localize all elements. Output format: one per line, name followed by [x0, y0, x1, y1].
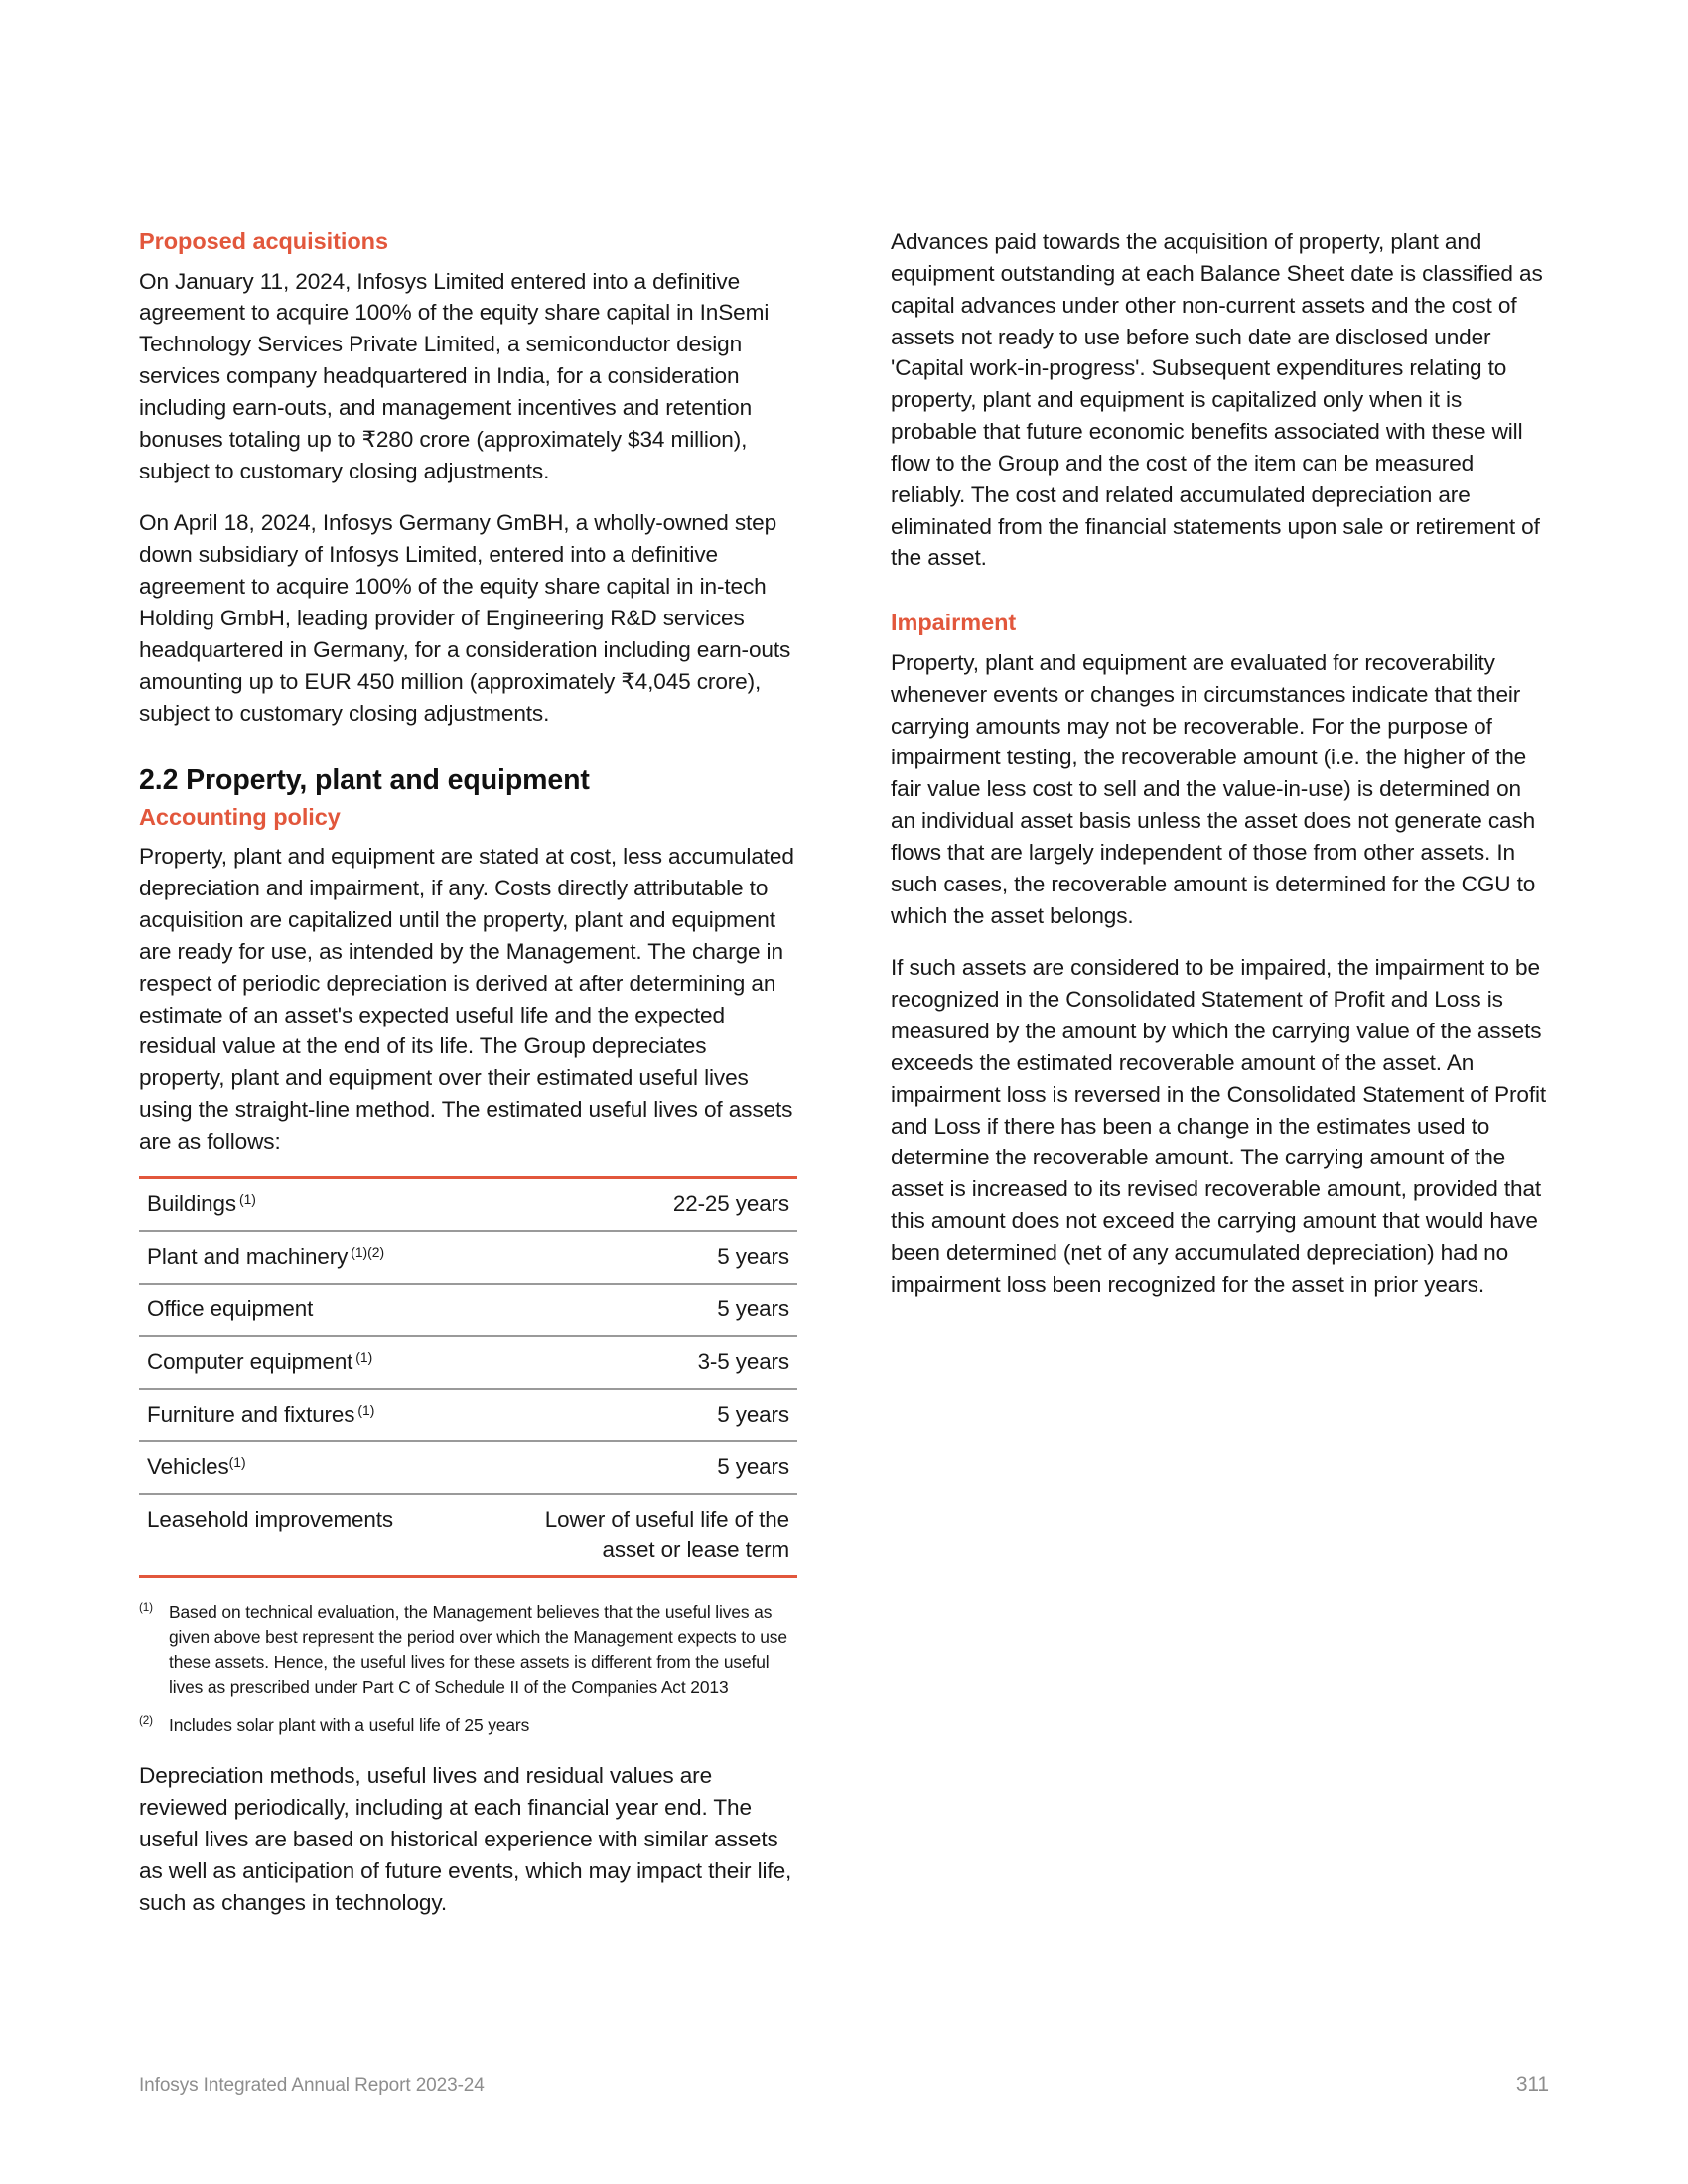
- footnote-text: Based on technical evaluation, the Management believes that the useful lives as given above best represent the period over which the Management expects to use these assets. Hence, the useful lives for these assets is different from the useful lives as prescribed under Part C of Schedule II of the Companies Act 2013: [169, 1601, 787, 1698]
- asset-class-label: Office equipment: [147, 1296, 314, 1321]
- useful-lives-table: [139, 1176, 797, 1578]
- spacer: [139, 750, 797, 762]
- asset-class-label: Plant and machinery: [147, 1243, 349, 1269]
- two-column-content: [139, 226, 1549, 1939]
- table-row: [139, 1284, 797, 1336]
- footnote-reference: (1): [355, 1348, 373, 1365]
- footnote-text: Includes solar plant with a useful life of 25 years: [169, 1715, 530, 1736]
- table-row: [139, 1231, 797, 1284]
- footnote-marker: (1): [139, 1600, 153, 1614]
- table-cell-useful-life: 5 years: [481, 1389, 797, 1441]
- asset-class-label: Furniture and fixtures: [147, 1401, 355, 1427]
- footnote-item: [139, 1600, 797, 1700]
- table-footnotes: [139, 1600, 797, 1738]
- asset-class-label: Buildings: [147, 1190, 236, 1216]
- paragraph-intech-acquisition: On April 18, 2024, Infosys Germany GmBH, a wholly-owned step down subsidiary of Infosys Limited, entered into a definitive agreement to acquire 100% of the equity share capital in in-tech Holding GmbH, leading provider of Engineering R&D services headquartered in Germany, for a consideration including earn-outs amounting up to EUR 450 million (approximately ₹4,045 crore), subject to customary closing adjustments.: [139, 510, 791, 726]
- table-row: [139, 1441, 797, 1494]
- table-cell-useful-life: 5 years: [481, 1441, 797, 1494]
- asset-class-label: Vehicles: [147, 1453, 229, 1479]
- table-row: [139, 1494, 797, 1577]
- right-column: [891, 226, 1549, 1321]
- section-title-property-plant-equipment: 2.2 Property, plant and equipment: [139, 764, 590, 797]
- footnote-reference: (1): [228, 1453, 246, 1470]
- table-cell-asset-class: [139, 1336, 481, 1389]
- table-row: [139, 1389, 797, 1441]
- paragraph-accounting-policy: Property, plant and equipment are stated at cost, less accumulated depreciation and impairment, if any. Costs directly attributable to acquisition are capitalized until the property, plant and equipment are ready for use, as intended by the Management. The charge in respect of periodic depreciation is derived at after determining an estimate of an asset's expected useful life and the expected residual value at the end of its life. The Group depreciates property, plant and equipment over their estimated useful lives using the straight-line method. The estimated useful lives of assets are as follows:: [139, 844, 794, 1154]
- paragraph-impairment-recoverability: Property, plant and equipment are evaluated for recoverability whenever events or changes in circumstances indicate that their carrying amounts may not be recoverable. For the purpose of impairment testing, the recoverable amount (i.e. the higher of the fair value less cost to sell and the value-in-use) is determined on an individual asset basis unless the asset does not generate cash flows that are largely independent of those from other assets. In such cases, the recoverable amount is determined for the CGU to which the asset belongs.: [891, 649, 1536, 928]
- table-cell-useful-life: 22-25 years: [481, 1177, 797, 1231]
- footer-report-label: Infosys Integrated Annual Report 2023-24: [139, 2075, 485, 2096]
- table-cell-useful-life: 5 years: [481, 1231, 797, 1284]
- footnote-reference: (1): [238, 1190, 256, 1207]
- table-cell-asset-class: [139, 1177, 481, 1231]
- paragraph-insemi-acquisition: On January 11, 2024, Infosys Limited entered into a definitive agreement to acquire 100% of the equity share capital in InSemi Technology Services Private Limited, a semiconductor design services company headquartered in India, for a consideration including earn-outs, and management incentives and retention bonuses totaling up to ₹280 crore (approximately $34 million), subject to customary closing adjustments.: [139, 268, 770, 483]
- asset-class-label: Leasehold improvements: [147, 1506, 393, 1532]
- table-cell-useful-life: 5 years: [481, 1284, 797, 1336]
- page-footer: [139, 2073, 1549, 2097]
- footnote-marker: (2): [139, 1714, 153, 1728]
- paragraph-depreciation-review: Depreciation methods, useful lives and residual values are reviewed periodically, including at each financial year end. The useful lives are based on historical experience with similar assets as well as anticipation of future events, which may impact their life, such as changes in technology.: [139, 1763, 792, 1915]
- table-cell-asset-class: [139, 1389, 481, 1441]
- table-cell-useful-life: 3-5 years: [481, 1336, 797, 1389]
- footer-page-number: 311: [1515, 2073, 1549, 2096]
- footnote-item: [139, 1713, 797, 1738]
- useful-lives-table-body: [139, 1177, 797, 1576]
- footnote-reference: (1)(2): [351, 1243, 385, 1260]
- paragraph-impairment-reversal: If such assets are considered to be impaired, the impairment to be recognized in the Consolidated Statement of Profit and Loss is measured by the amount by which the carrying value of the assets exceeds the estimated recoverable amount of the asset. An impairment loss is reversed in the Consolidated Statement of Profit and Loss if there has been a change in the estimates used to determine the recoverable amount. The carrying amount of the asset is increased to its revised recoverable amount, provided that this amount does not exceed the carrying amount that would have been determined (net of any accumulated depreciation) had no impairment loss been recognized for the asset in prior years.: [891, 955, 1547, 1297]
- table-cell-asset-class: [139, 1284, 481, 1336]
- proposed-acquisitions-heading: Proposed acquisitions: [139, 228, 388, 254]
- table-cell-asset-class: [139, 1494, 481, 1577]
- table-cell-asset-class: [139, 1441, 481, 1494]
- table-cell-asset-class: [139, 1231, 481, 1284]
- spacer: [891, 595, 1549, 608]
- footnote-reference: (1): [357, 1401, 375, 1418]
- impairment-heading: Impairment: [891, 610, 1017, 636]
- table-row: [139, 1336, 797, 1389]
- paragraph-capital-advances: Advances paid towards the acquisition of property, plant and equipment outstanding at each Balance Sheet date is classified as capital advances under other non-current assets and the cost of assets not ready to use before such date are disclosed under 'Capital work-in-progress'. Subsequent expenditures relating to property, plant and equipment is capitalized only when it is probable that future economic benefits associated with these will flow to the Group and the cost of the item can be measured reliably. The cost and related accumulated depreciation are eliminated from the financial statements upon sale or retirement of the asset.: [891, 229, 1543, 571]
- accounting-policy-heading: Accounting policy: [139, 803, 341, 830]
- left-column: [139, 226, 797, 1939]
- table-row: [139, 1177, 797, 1231]
- asset-class-label: Computer equipment: [147, 1348, 353, 1374]
- table-cell-useful-life: Lower of useful life of the asset or lease term: [481, 1494, 797, 1577]
- spacer: [139, 1738, 797, 1760]
